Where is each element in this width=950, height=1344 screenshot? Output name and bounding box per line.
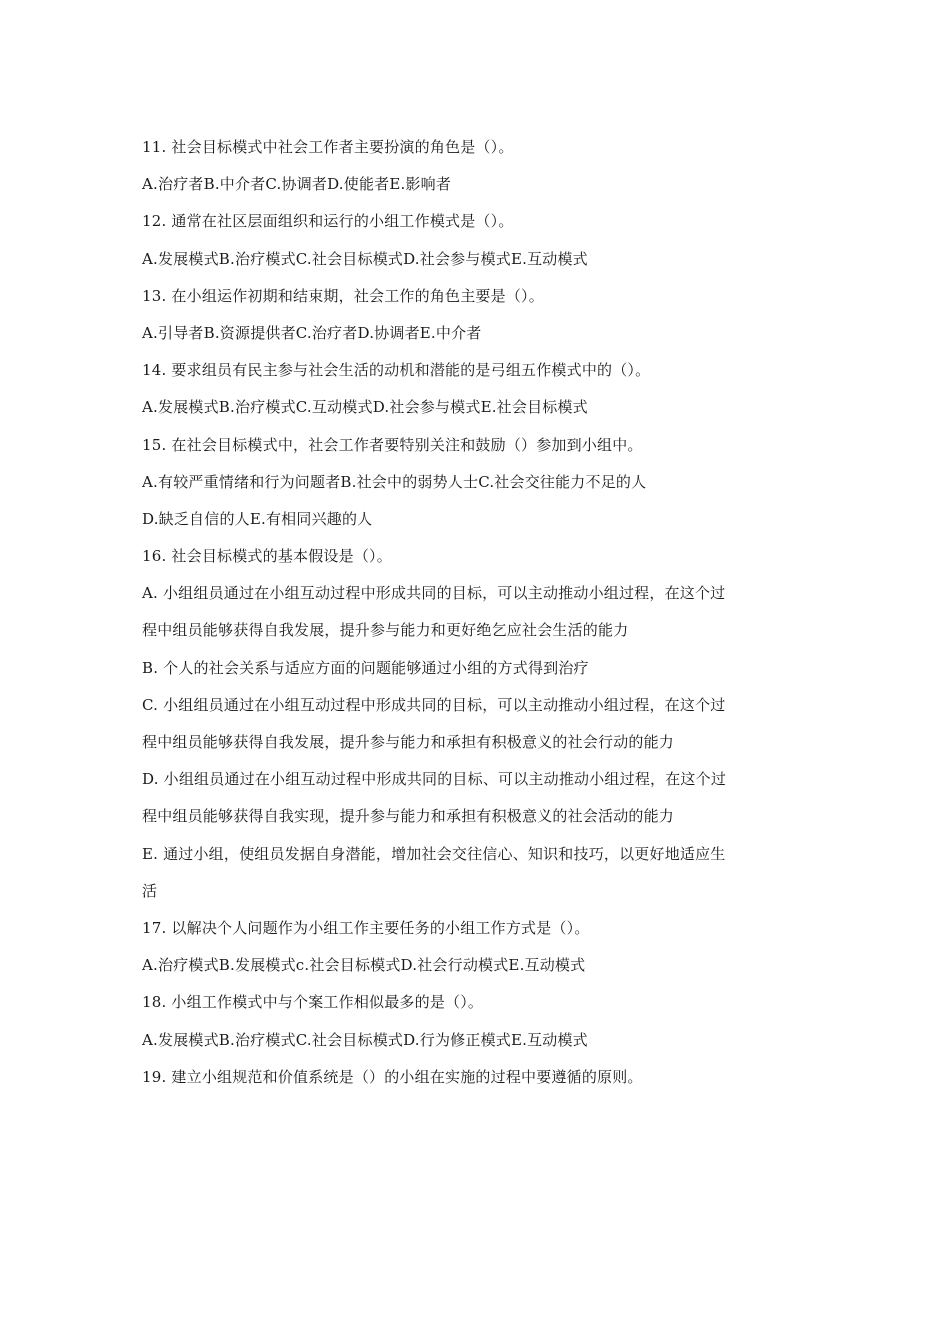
question-11: 11. 社会目标模式中社会工作者主要扮演的角色是（）。 — [142, 138, 514, 156]
question-16-option-a-line-2: 程中组员能够获得自我发展，提升参与能力和更好绝乞应社会生活的能力 — [142, 621, 629, 640]
question-12: 12. 通常在社区层面组织和运行的小组工作模式是（）。 — [142, 212, 514, 231]
question-19: 19. 建立小组规范和价值系统是（）的小组在实施的过程中要遵循的原则。 — [142, 1067, 643, 1086]
question-17-options: A.治疗模式B.发展模式c.社会目标模式D.社会行动模式E.互动模式 — [142, 956, 586, 975]
question-16-option-c-line-2: 程中组员能够获得自我发展，提升参与能力和承担有积极意义的社会行动的能力 — [142, 733, 675, 751]
question-14-options: A.发展模式B.治疗模式C.互动模式D.社会参与模式E.社会目标模式 — [142, 398, 588, 417]
question-11-options: A.治疗者B.中介者C.协调者D.使能者E.影响者 — [142, 175, 452, 194]
question-15: 15. 在社会目标模式中，社会工作者要特别关注和鼓励（）参加到小组中。 — [142, 435, 643, 454]
question-17: 17. 以解决个人问题作为小组工作主要任务的小组工作方式是（）。 — [142, 918, 590, 937]
question-16-option-d-line-1: D. 小组组员通过在小组互动过程中形成共同的目标、可以主动推动小组过程，在这个过 — [142, 770, 727, 789]
document-body — [142, 129, 802, 1096]
question-12-options: A.发展模式B.治疗模式C.社会目标模式D.社会参与模式E.互动模式 — [142, 249, 588, 268]
question-18-options: A.发展模式B.治疗模式C.社会目标模式D.行为修正模式E.互动模式 — [142, 1030, 588, 1049]
question-13-options: A.引导者B.资源提供者C.治疗者D.协调者E.中介者 — [142, 323, 482, 342]
question-16-option-b: B. 个人的社会关系与适应方面的问题能够通过小组的方式得到治疗 — [142, 658, 589, 677]
question-18: 18. 小组工作模式中与个案工作相似最多的是（）。 — [142, 993, 484, 1012]
question-16-option-c-line-1: C. 小组组员通过在小组互动过程中形成共同的目标，可以主动推动小组过程，在这个过 — [142, 695, 726, 714]
question-15-options-line-1: A.有较严重情绪和行为问题者B.社会中的弱势人士C.社会交往能力不足的人 — [142, 472, 647, 491]
question-13: 13. 在小组运作初期和结束期，社会工作的角色主要是（）。 — [142, 286, 544, 305]
question-14: 14. 要求组员有民主参与社会生活的动机和潜能的是弓组五作模式中的（）。 — [142, 361, 651, 380]
question-16: 16. 社会目标模式的基本假设是（）。 — [142, 547, 392, 566]
question-15-options-line-2: D.缺乏自信的人E.有相同兴趣的人 — [142, 509, 373, 528]
question-16-option-a-line-1: A. 小组组员通过在小组互动过程中形成共同的目标，可以主动推动小组过程，在这个过 — [142, 584, 726, 603]
question-16-option-e-line-2: 活 — [142, 881, 158, 900]
question-16-option-d-line-2: 程中组员能够获得自我实现，提升参与能力和承担有积极意义的社会活动的能力 — [142, 807, 675, 826]
question-16-option-e-line-1: E. 通过小组，使组员发据自身潜能，增加社会交往信心、知识和技巧，以更好地适应生 — [142, 844, 726, 863]
